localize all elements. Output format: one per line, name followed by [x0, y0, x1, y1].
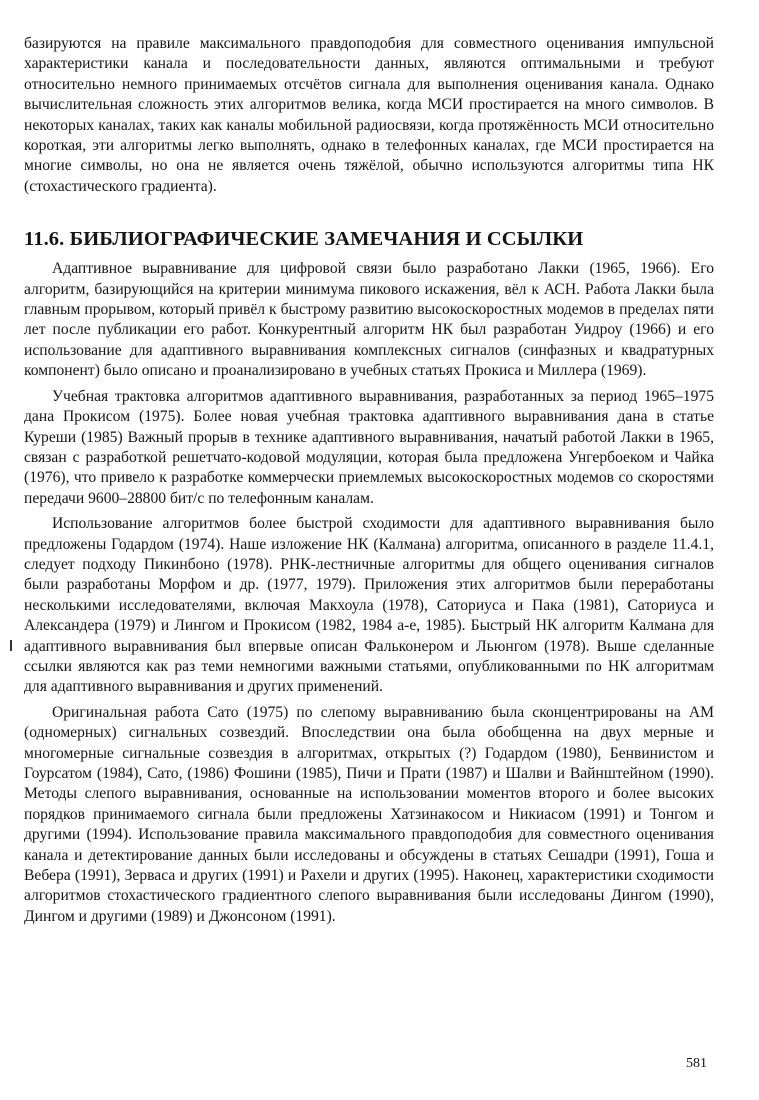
section-heading: 11.6. БИБЛИОГРАФИЧЕСКИЕ ЗАМЕЧАНИЯ И ССЫЛКИ [24, 228, 584, 251]
body-paragraph-3: Использование алгоритмов более быстрой сходимости для адаптивного выравнивания было предложены Годардом (1974). Наше изложение НК (Калмана) алгоритма, описанного в разделе 11.4.1, следует подходу Пикинбоно (1978). РНК-лестничные алгоритмы для общего оценивания сигналов были разработаны Морфом и др. (1977, 1979). Приложения этих алгоритмов были переработаны несколькими исследователями, включая Макхоула (1978), Саториуса и Пака (1981), Саториуса и Александера (1979) и Лингом и Прокисом (1982, 1984 а-е, 1985). Быстрый НК алгоритм Калмана для адаптивного выравнивания был впервые описан Фальконером и Льюнгом (1978). Выше сделанные ссылки являются как раз теми немногими важными статьями, опубликованными по НК алгоритмам для адаптивного выравнивания и других применений. [24, 515, 714, 696]
intro-paragraph: базируются на правиле максимального правдоподобия для совместного оценивания импульсной характеристики канала и последовательности данных, являются оптимальными и требуют относительно немного принимаемых отсчётов сигнала для выполнения оценивания канала. Однако вычислительная сложность этих алгоритмов велика, когда МСИ простирается на много символов. В некоторых каналах, таких как каналы мобильной радиосвязи, когда протяжённость МСИ относительно короткая, эти алгоритмы легко выполнять, однако в телефонных каналах, где МСИ простирается на многие символы, но она не является очень тяжёлой, обычно используются алгоритмы типа НК (стохастического градиента). [24, 35, 714, 195]
body-paragraph-1: Адаптивное выравнивание для цифровой связи было разработано Лакки (1965, 1966). Его алгоритм, базирующийся на критерии минимума пикового искажения, вёл к АСН. Работа Лакки была главным прорывом, который привёл к быстрому развитию высокоскоростных модемов в пределах пяти лет после публикации его работ. Конкурентный алгоритм НК был разработан Уидроу (1966) и его использование для адаптивного выравнивания комплексных сигналов (синфазных и квадратурных компонент) было описано и проанализировано в учебных статьях Прокиса и Миллера (1969). [24, 260, 714, 380]
body-paragraph-2: Учебная трактовка алгоритмов адаптивного выравнивания, разработанных за период 1965–1975 дана Прокисом (1975). Более новая учебная трактовка адаптивного выравнивания дана в статье Куреши (1985) Важный прорыв в технике адаптивного выравнивания, начатый работой Лакки в 1965, связан с разработкой решетчато-кодовой модуляции, которая была предложена Унгербоеком и Чайка (1976), что привело к разработке коммерчески приемлемых высокоскоростных модемов со скоростями передачи 9600–28800 бит/с по телефонным каналам. [24, 387, 714, 507]
margin-mark [10, 640, 12, 651]
body-paragraph-4: Оригинальная работа Сато (1975) по слепому выравниванию была сконцентрированы на АМ (одномерных) сигнальных созвездий. Впоследствии она была обобщенна на двух мерные и многомерные сигнальные созвездия в алгоритмах, открытых (?) Годардом (1980), Бенвинистом и Гоурсатом (1984), Сато, (1986) Фошини (1985), Пичи и Прати (1987) и Шалви и Вайнштейном (1990). Методы слепого выравнивания, основанные на использовании моментов второго и более высоких порядков принимаемого сигнала были предложены Хатзинакосом и Никиасом (1991) и Тонгом и другими (1994). Использование правила максимального правдоподобия для совместного оценивания канала и детектирование данных были исследованы и обсуждены в статьях Сешадри (1991), Гоша и Вебера (1991), Зерваса и других (1991) и Рахели и других (1995). Наконец, характеристики сходимости алгоритмов стохастического градиентного слепого выравнивания были исследованы Дингом (1990), Дингом и другими (1989) и Джонсоном (1991). [24, 703, 714, 925]
page-number: 581 [686, 1056, 707, 1071]
page-content [24, 34, 714, 927]
